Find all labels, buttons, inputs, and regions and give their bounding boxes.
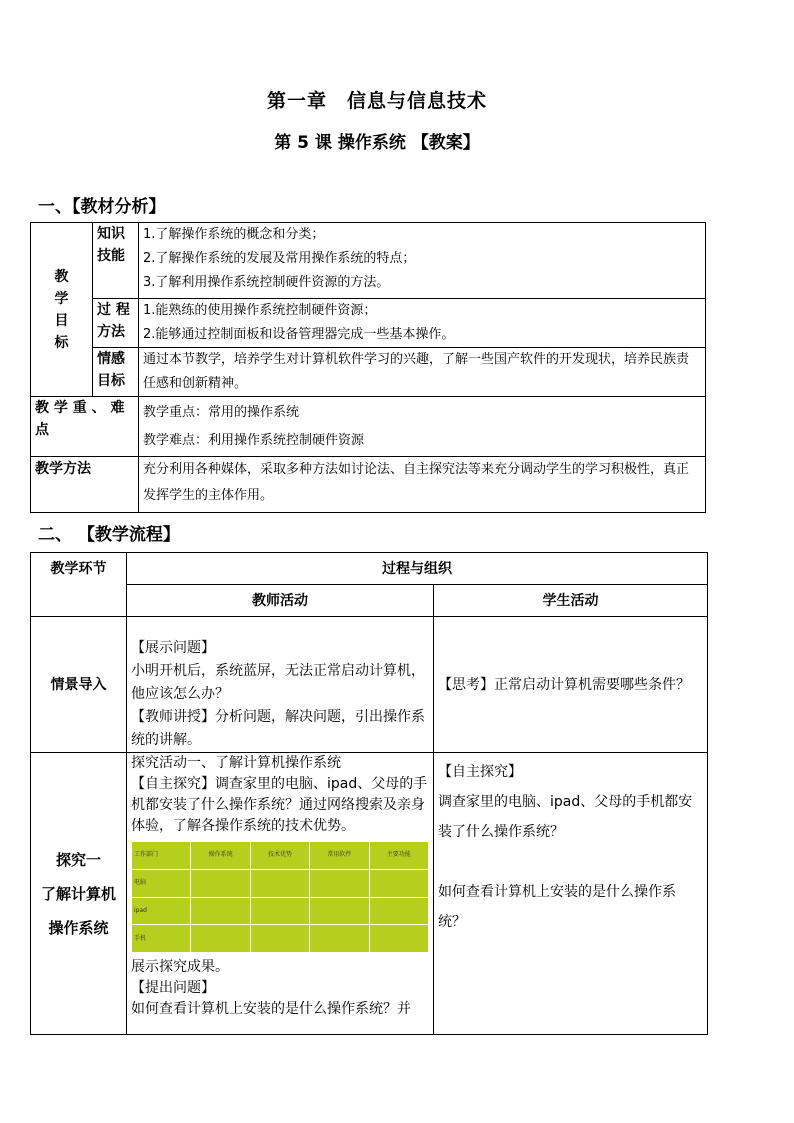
teacher-intro: 【展示问题】 小明开机后，系统蓝屏，无法正常启动计算机，他应该怎么办？ 【教师讲授】分析问题，解决问题，引出操作系统的讲解。 — [127, 617, 434, 753]
goal-emotion-content — [139, 348, 706, 397]
lesson-title: 第 5 课 操作系统 【教案】 — [274, 133, 480, 153]
stage-intro: 情景导入 — [31, 617, 127, 753]
goal-line: 1.了解操作系统的概念和分类； — [143, 227, 325, 242]
goal-line: 通过本节教学，培养学生对计算机软件学习的兴趣，了解一些国产软件的开发现状，培养民族责任感和创新精神。 — [143, 352, 690, 391]
stage-header: 教学环节 — [31, 553, 127, 617]
teacher-explore — [127, 753, 434, 1035]
survey-header: 常用软件 — [310, 842, 369, 870]
goal-label: 教 学 目 标 — [31, 223, 93, 397]
survey-row-label: ipad — [132, 897, 191, 925]
flow-table — [30, 552, 708, 1035]
process-header: 过程与组织 — [127, 553, 708, 585]
method-content: 充分利用各种媒体，采取多种方法如讨论法、自主探究法等来充分调动学生的学习积极性，真正发挥学生的主体作用。 — [139, 457, 706, 513]
goal-emotion-label: 情感 目标 — [93, 348, 139, 397]
survey-row-label: 电脑 — [132, 869, 191, 897]
teacher-explore-top: 探究活动一、了解计算机操作系统 【自主探究】调查家里的电脑、ipad、父母的手机都安装了什么操作系统？通过网络搜索及亲身体验，了解各操作系统的技术优势。 — [131, 755, 428, 834]
survey-table-image — [131, 841, 429, 953]
key-points-label: 教 学 重 、 难 点 — [31, 397, 139, 457]
key-points-content — [139, 397, 706, 457]
goal-process-label: 过 程 方法 — [93, 299, 139, 348]
key-point-line: 教学重点：常用的操作系统 — [143, 405, 300, 420]
student-explore: 【自主探究】 调查家里的电脑、ipad、父母的手机都安装了什么操作系统？ 如何查看计算机上安装的是什么操作系统？ — [434, 753, 708, 1035]
section-title-flow: 二、 【教学流程】 — [38, 525, 180, 545]
survey-header: 操作系统 — [191, 842, 250, 870]
survey-header: 工作部门 — [132, 842, 191, 870]
method-label: 教学方法 — [31, 457, 139, 513]
chapter-title: 第一章 信息与信息技术 — [266, 90, 487, 112]
goal-knowledge-content — [139, 223, 706, 299]
survey-header: 技术优势 — [250, 842, 309, 870]
goal-line: 2.能够通过控制面板和设备管理器完成一些基本操作。 — [143, 327, 455, 342]
student-intro: 【思考】正常启动计算机需要哪些条件？ — [434, 617, 708, 753]
goal-knowledge-label: 知识 技能 — [93, 223, 139, 299]
goal-line: 3.了解利用操作系统控制硬件资源的方法。 — [143, 275, 390, 290]
goal-process-content — [139, 299, 706, 348]
survey-header: 主要功能 — [369, 842, 428, 870]
teacher-explore-bottom: 展示探究成果。 【提出问题】 如何查看计算机上安装的是什么操作系统？并 — [131, 959, 411, 1017]
teacher-header: 教师活动 — [127, 585, 434, 617]
section-title-analysis: 一、【教材分析】 — [38, 197, 166, 217]
stage-explore: 探究一 了解计算机 操作系统 — [31, 753, 127, 1035]
goal-line: 1.能熟练的使用操作系统控制硬件资源； — [143, 303, 377, 318]
analysis-table — [30, 222, 706, 513]
survey-row-label: 手机 — [132, 925, 191, 953]
goal-line: 2.了解操作系统的发展及常用操作系统的特点； — [143, 251, 416, 266]
key-point-line: 教学难点：利用操作系统控制硬件资源 — [143, 433, 365, 448]
student-header: 学生活动 — [434, 585, 708, 617]
survey-table — [131, 841, 429, 953]
